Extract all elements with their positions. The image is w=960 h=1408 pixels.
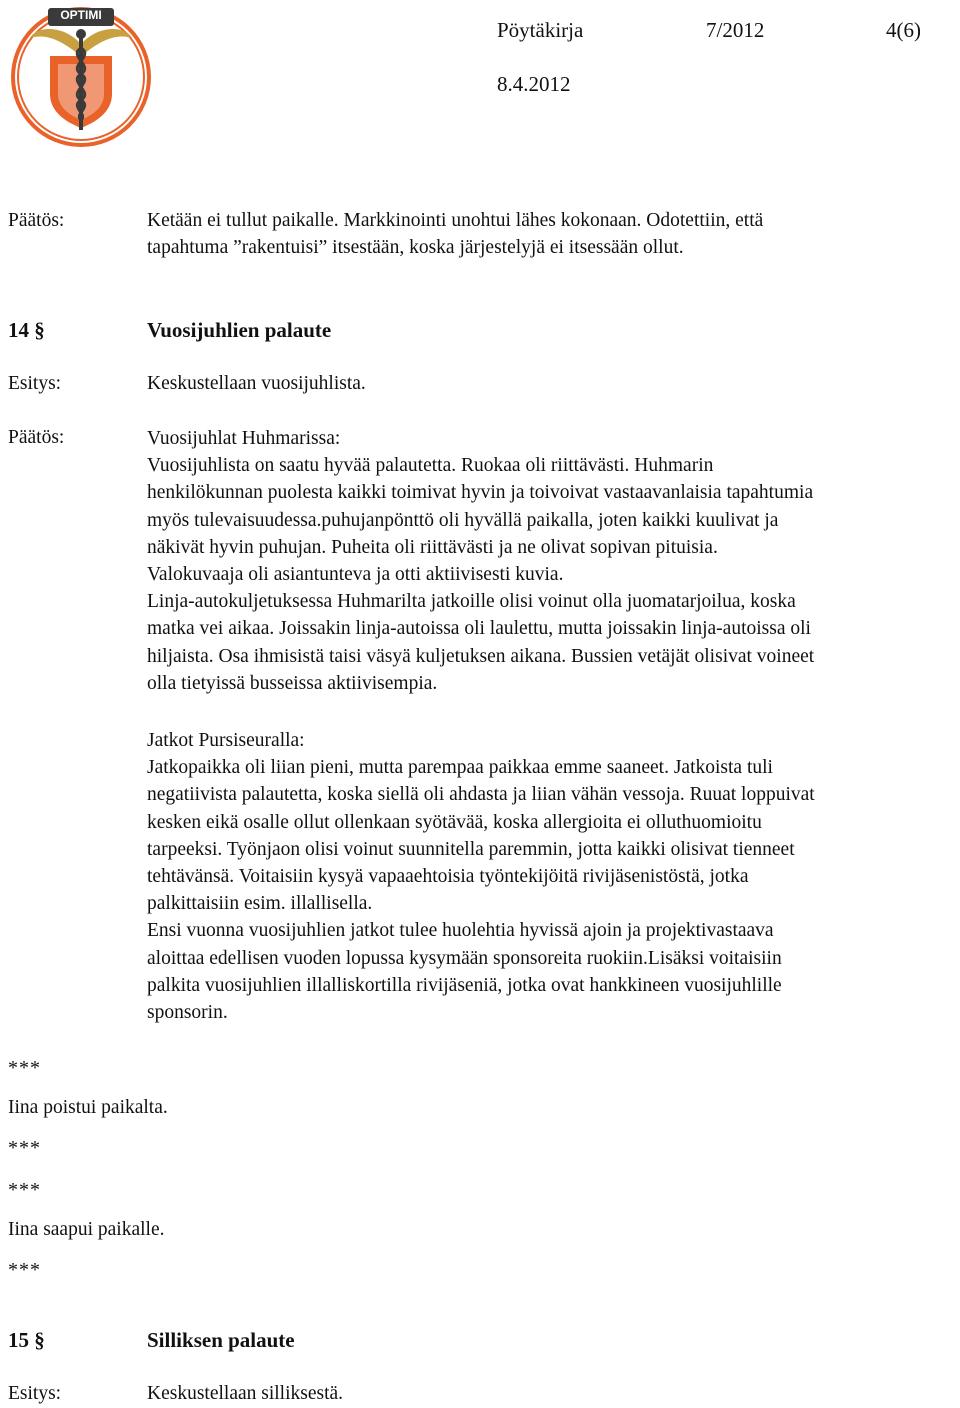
decision-text (147, 207, 959, 261)
proposal-label: Esitys: (8, 373, 62, 394)
text-line: palkittaisiin esim. illallisella. (147, 893, 373, 915)
text-line: matka vei aikaa. Joissakin linja-autoissa oli laulettu, mutta joissakin linja-autoissa oli (147, 618, 811, 640)
text-line: myös tulevaisuudessa.puhujanpönttö oli hyvällä paikalla, joten kaikki kuulivat ja (147, 509, 779, 531)
proposal-label: Esitys: (8, 1383, 62, 1404)
section-title: Vuosijuhlien palaute (147, 318, 332, 342)
logo-banner-text: OPTIMI (60, 8, 102, 22)
document-date: 8.4.2012 (497, 72, 571, 96)
document-type: Pöytäkirja (497, 18, 584, 42)
separator-stars: *** (8, 1057, 41, 1079)
note-left: Iina poistui paikalta. (8, 1097, 168, 1118)
text-line: tehtävänsä. Voitaisiin kysyä vapaaehtoisia työntekijöitä rivijäsenistöstä, jotka (147, 866, 749, 888)
text-line: Vuosijuhlat Huhmarissa: (147, 428, 341, 449)
text-line: Linja-autokuljetuksessa Huhmarilta jatkoille olisi voinut olla juomatarjoilua, koska (147, 591, 796, 613)
proposal-text: Keskustellaan silliksestä. (147, 1383, 344, 1404)
text-line: Vuosijuhlista on saatu hyvää palautetta. Ruokaa oli riittävästi. Huhmarin (147, 455, 714, 477)
text-line: sponsorin. (147, 1002, 228, 1024)
text-line: Jatkopaikka oli liian pieni, mutta parempaa paikkaa emme saaneet. Jatkoista tuli (147, 757, 773, 779)
document-number: 7/2012 (706, 18, 765, 42)
section-title: Silliksen palaute (147, 1328, 295, 1352)
optimi-emblem-icon (8, 4, 154, 150)
note-arrived: Iina saapui paikalle. (8, 1219, 165, 1240)
section-number: 15 § (8, 1328, 45, 1352)
separator-stars: *** (8, 1179, 41, 1201)
text-line: aloittaa edellisen vuoden lopussa kysymään sponsoreita ruokiin.Lisäksi voitaisiin (147, 947, 782, 969)
decision-text (147, 425, 959, 697)
afterparty-text (147, 727, 959, 1026)
decision-label: Päätös: (8, 427, 65, 448)
proposal-text: Keskustellaan vuosijuhlista. (147, 373, 366, 394)
separator-stars: *** (8, 1137, 41, 1159)
text-line: Valokuvaaja oli asiantunteva ja otti aktiivisesti kuvia. (147, 564, 564, 586)
text-line: henkilökunnan puolesta kaikki toimivat hyvin ja toivoivat vastaavanlaisia tapahtumia (147, 482, 814, 504)
text-line: näkivät hyvin puhujan. Puheita oli riittävästi ja ne olivat sopivan pituisia. (147, 536, 718, 558)
text-line: negatiivista palautetta, koska siellä oli ahdasta ja liian vähän vessoja. Ruuat loppuivat (147, 784, 815, 806)
text-line: tarpeeksi. Työnjaon olisi voinut suunnitella paremmin, jotta kaikki olisivat tienneet (147, 838, 795, 860)
text-line: hiljaista. Osa ihmisistä taisi väsyä kuljetuksen aikana. Bussien vetäjät olisivat voineet (147, 645, 815, 667)
text-line: olla tietyissä busseissa aktiivisempia. (147, 672, 438, 694)
section-number: 14 § (8, 318, 45, 342)
decision-label: Päätös: (8, 210, 65, 231)
page-number: 4(6) (886, 18, 921, 42)
separator-stars: *** (8, 1259, 41, 1281)
text-line: tapahtuma ”rakentuisi” itsestään, koska järjestelyjä ei itsessään ollut. (147, 237, 684, 259)
text-line: palkita vuosijuhlien illalliskortilla rivijäseniä, jotka ovat hankkineen vuosijuhlille (147, 974, 782, 996)
text-line: Ensi vuonna vuosijuhlien jatkot tulee huolehtia hyvissä ajoin ja projektivastaava (147, 920, 774, 942)
organization-logo (8, 4, 154, 150)
text-line: kesken eikä osalle ollut ollenkaan syötävää, koska allergioita ei olluthuomioitu (147, 811, 762, 833)
text-line: Jatkot Pursiseuralla: (147, 730, 305, 751)
text-line: Ketään ei tullut paikalle. Markkinointi unohtui lähes kokonaan. Odotettiin, että (147, 210, 764, 231)
